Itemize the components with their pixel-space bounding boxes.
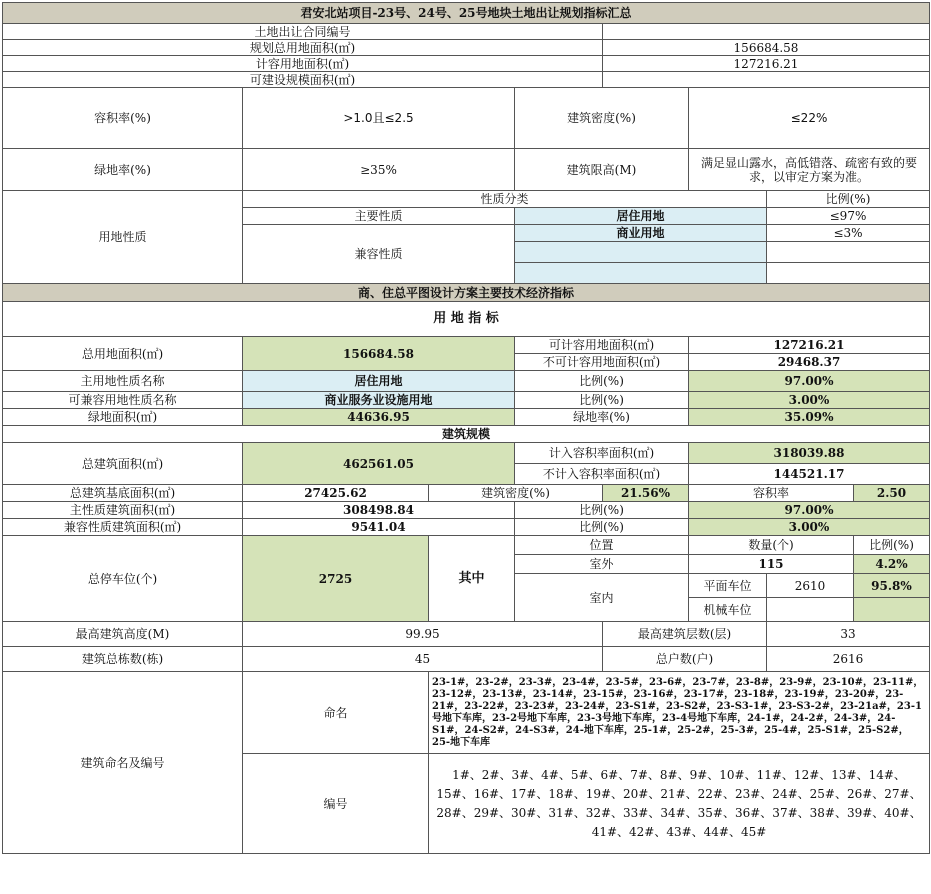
- main-ratio-label: 比例(%): [515, 371, 689, 392]
- building-names: 23-1#，23-2#，23-3#，23-4#，23-5#，23-6#，23-7#，23-8#，23-9#，23-10#，23-11#，23-12#，23-13#，23-14#，23-15#，23-16#，23-17#，23-18#，23-19#，23-20#，23-21#，23-22#，23-23#，23-24#，23-S1#，23-S2#，23-S3-1#，23-S3-2#，23-21a#，23-1号地下车库，23-2号地下车库，23-3号地下车库，23-4号地下车库，24-1#，24-2#，24-3#，24-S1#，24-S2#，24-S3#，24-地下车库，25-1#，25-2#，25-3#，25-4#，25-S1#，25-S2#，25-地下车库: [429, 672, 930, 754]
- outdoor-ratio: 4.2%: [854, 555, 930, 574]
- green-area-label: 绿地面积(㎡): [3, 409, 243, 426]
- category-header: 性质分类: [243, 191, 767, 208]
- compatible-gfa-value: 9541.04: [243, 519, 515, 536]
- building-count-value: 45: [243, 647, 603, 672]
- compatible-ratio-empty-2: [767, 263, 930, 284]
- nonfar-land-value: 29468.37: [689, 354, 930, 371]
- compatible-use-type: 商业用地: [515, 225, 767, 242]
- parking-ratio-header: 比例(%): [854, 536, 930, 555]
- total-land-label: 总用地面积(㎡): [3, 337, 243, 371]
- name-label: 命名: [243, 672, 429, 754]
- main-use-label: 主要性质: [243, 208, 515, 225]
- plan-area-label: 规划总用地面积(㎡): [3, 40, 603, 56]
- flat-parking-label: 平面车位: [689, 574, 767, 598]
- compatible-ratio-empty-1: [767, 242, 930, 263]
- green-rate-value-2: 35.09%: [689, 409, 930, 426]
- compatible-ratio-value: 3.00%: [689, 392, 930, 409]
- green-area-value: 44636.95: [243, 409, 515, 426]
- density-value: ≤22%: [689, 88, 930, 149]
- planning-indicator-table: [2, 2, 930, 854]
- households-value: 2616: [767, 647, 930, 672]
- outdoor-count: 115: [689, 555, 854, 574]
- parking-label: 总停车位(个): [3, 536, 243, 622]
- far-gfa-value: 318039.88: [689, 443, 930, 464]
- green-rate-label-2: 绿地率(%): [515, 409, 689, 426]
- compatible-use-empty-2: [515, 263, 767, 284]
- plot-ratio-value: 2.50: [854, 485, 930, 502]
- far-land-label: 可计容用地面积(㎡): [515, 337, 689, 354]
- compatible-use-empty-1: [515, 242, 767, 263]
- far-value: >1.0且≤2.5: [243, 88, 515, 149]
- land-use-label: 用地性质: [3, 191, 243, 284]
- compatible-ratio-label: 比例(%): [515, 392, 689, 409]
- section-title: 商、住总平图设计方案主要技术经济指标: [3, 284, 930, 302]
- main-gfa-ratio-value: 97.00%: [689, 502, 930, 519]
- max-floors-label: 最高建筑层数(层): [603, 622, 767, 647]
- gfa-label: 总建筑面积(㎡): [3, 443, 243, 485]
- compatible-gfa-label: 兼容性质建筑面积(㎡): [3, 519, 243, 536]
- nonfar-gfa-value: 144521.17: [689, 464, 930, 485]
- naming-label: 建筑命名及编号: [3, 672, 243, 854]
- outdoor-label: 室外: [515, 555, 689, 574]
- buildable-area-value: [603, 72, 930, 88]
- total-land-value: 156684.58: [243, 337, 515, 371]
- building-count-label: 建筑总栋数(栋): [3, 647, 243, 672]
- far-area-label: 计容用地面积(㎡): [3, 56, 603, 72]
- compatible-name-value: 商业服务业设施用地: [243, 392, 515, 409]
- main-gfa-value: 308498.84: [243, 502, 515, 519]
- of-which-label: 其中: [429, 536, 515, 622]
- height-limit-label: 建筑限高(M): [515, 149, 689, 191]
- main-use-name-value: 居住用地: [243, 371, 515, 392]
- compatible-use-ratio: ≤3%: [767, 225, 930, 242]
- max-floors-value: 33: [767, 622, 930, 647]
- density-label: 建筑密度(%): [515, 88, 689, 149]
- contract-number-label: 土地出让合同编号: [3, 24, 603, 40]
- households-label: 总户数(户): [603, 647, 767, 672]
- gfa-value: 462561.05: [243, 443, 515, 485]
- green-rate-label: 绿地率(%): [3, 149, 243, 191]
- main-gfa-label: 主性质建筑面积(㎡): [3, 502, 243, 519]
- indoor-label: 室内: [515, 574, 689, 622]
- height-limit-value: 满足显山露水，高低错落、疏密有致的要求，以审定方案为准。: [689, 149, 930, 191]
- building-numbers: 1#、2#、3#、4#、5#、6#、7#、8#、9#、10#、11#、12#、13#、14#、15#、16#、17#、18#、19#、20#、21#、22#、23#、24#、25#、26#、27#、28#、29#、30#、31#、32#、33#、34#、35#、36#、37#、38#、39#、40#、41#、42#、43#、44#、45#: [429, 754, 930, 854]
- compatible-gfa-ratio-label: 比例(%): [515, 519, 689, 536]
- main-ratio-value: 97.00%: [689, 371, 930, 392]
- compatible-name-label: 可兼容用地性质名称: [3, 392, 243, 409]
- main-use-name-label: 主用地性质名称: [3, 371, 243, 392]
- max-height-value: 99.95: [243, 622, 603, 647]
- far-gfa-label: 计入容积率面积(㎡): [515, 443, 689, 464]
- compatible-use-label: 兼容性质: [243, 225, 515, 284]
- ratio-header: 比例(%): [767, 191, 930, 208]
- plot-ratio-label: 容积率: [689, 485, 854, 502]
- parking-value: 2725: [243, 536, 429, 622]
- land-indicators-title: 用 地 指 标: [3, 302, 930, 337]
- mech-parking-count: [767, 598, 854, 622]
- mech-ratio-empty: [854, 598, 930, 622]
- building-density-value: 21.56%: [603, 485, 689, 502]
- indoor-ratio: 95.8%: [854, 574, 930, 598]
- count-header: 数量(个): [689, 536, 854, 555]
- compatible-gfa-ratio-value: 3.00%: [689, 519, 930, 536]
- far-label: 容积率(%): [3, 88, 243, 149]
- plan-area-value: 156684.58: [603, 40, 930, 56]
- green-rate-value: ≥35%: [243, 149, 515, 191]
- main-use-type: 居住用地: [515, 208, 767, 225]
- nonfar-gfa-label: 不计入容积率面积(㎡): [515, 464, 689, 485]
- contract-number-value: [603, 24, 930, 40]
- buildable-area-label: 可建设规模面积(㎡): [3, 72, 603, 88]
- table-title: 君安北站项目-23号、24号、25号地块土地出让规划指标汇总: [3, 3, 930, 24]
- main-use-ratio: ≤97%: [767, 208, 930, 225]
- base-area-label: 总建筑基底面积(㎡): [3, 485, 243, 502]
- far-area-value: 127216.21: [603, 56, 930, 72]
- nonfar-land-label: 不可计容用地面积(㎡): [515, 354, 689, 371]
- position-header: 位置: [515, 536, 689, 555]
- far-land-value: 127216.21: [689, 337, 930, 354]
- build-scale-title: 建筑规模: [3, 426, 930, 443]
- main-gfa-ratio-label: 比例(%): [515, 502, 689, 519]
- max-height-label: 最高建筑高度(M): [3, 622, 243, 647]
- mech-parking-label: 机械车位: [689, 598, 767, 622]
- base-area-value: 27425.62: [243, 485, 429, 502]
- number-label: 编号: [243, 754, 429, 854]
- flat-parking-count: 2610: [767, 574, 854, 598]
- building-density-label: 建筑密度(%): [429, 485, 603, 502]
